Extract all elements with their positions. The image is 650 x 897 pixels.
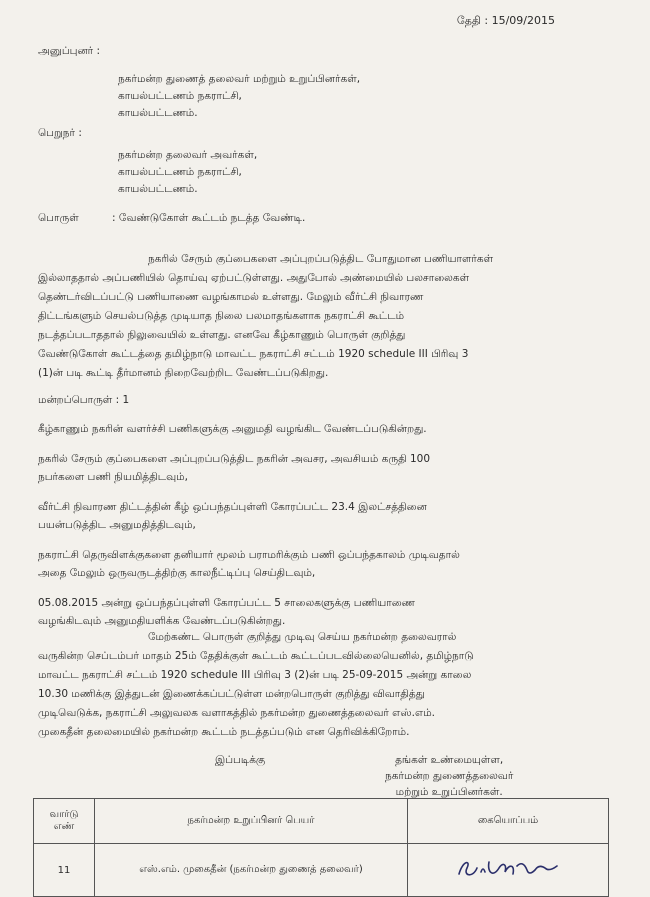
agenda-list (38, 420, 598, 630)
agenda-item: நகரில் சேரும் குப்பைகளை அப்புறப்படுத்திட நகரின் அவசர, அவசியம் கருதி 100 (38, 453, 431, 465)
agenda-item: பயன்படுத்திட அனுமதித்திடவும், (38, 519, 196, 531)
column-header-ward: வார்டு எண் (34, 799, 95, 844)
ward-number: 11 (34, 844, 95, 897)
to-line: காயல்பட்டணம் நகராட்சி, (118, 166, 242, 178)
closing-line: 10.30 மணிக்கு இத்துடன் இணைக்கப்பட்டுள்ள மன்றபொருள் குறித்து விவாதித்து (38, 688, 425, 700)
members-table (33, 798, 609, 897)
subject-label: பொருள் (38, 212, 79, 224)
closing-line: மேற்கண்ட பொருள் குறித்து முடிவு செய்ய நகர்மன்ற தலைவரால் (148, 631, 457, 643)
body-line: நகரில் சேரும் குப்பைகளை அப்புறப்படுத்திட போதுமான பணியாளர்கள் (148, 253, 494, 265)
sign-off-line: மற்றும் உறுப்பினர்கள். (395, 786, 503, 798)
agenda-label: மன்றப்பொருள் : 1 (38, 394, 130, 406)
from-line: காயல்பட்டணம். (118, 107, 198, 119)
body-line: திட்டங்களும் செயல்படுத்த முடியாத நிலை பலமாதங்களாக நகராட்சி கூட்டம் (38, 310, 405, 322)
subject-text: : வேண்டுகோள் கூட்டம் நடத்த வேண்டி. (112, 212, 306, 224)
sign-off-block (385, 752, 513, 800)
from-line: நகர்மன்ற துணைத் தலைவர் மற்றும் உறுப்பினர்கள், (118, 73, 361, 85)
from-label: அனுப்புனர் : (38, 45, 101, 57)
agenda-item: கீழ்காணும் நகரின் வளர்ச்சி பணிகளுக்கு அனுமதி வழங்கிட வேண்டப்படுகின்றது. (38, 423, 427, 435)
to-line: நகர்மன்ற தலைவர் அவர்கள், (118, 149, 258, 161)
agenda-item: வீர்ட்சி நிவாரண திட்டத்தின் கீழ் ஒப்பந்தப்புள்ளி கோரப்பட்ட 23.4 இலட்சத்தினை (38, 501, 427, 513)
closing-line: முடிவெடுக்க, நகராட்சி அலுவலக வளாகத்தில் நகர்மன்ற துணைத்தலைவர் எஸ்.எம். (38, 707, 435, 719)
closing-line: மாவட்ட நகராட்சி சட்டம் 1920 schedule III பிரிவு 3 (2)ன் படி 25-09-2015 அன்று காலை (38, 669, 472, 681)
agenda-item: நபர்களை பணி நியமித்திடவும், (38, 471, 188, 483)
letter-date: தேதி : 15/09/2015 (456, 14, 555, 27)
table-header-row (34, 799, 609, 844)
column-header-name: நகர்மன்ற உறுப்பினர் பெயர் (95, 799, 408, 844)
sign-off-line: தங்கள் உண்மையுள்ள, (395, 754, 504, 766)
agenda-item: நகராட்சி தெருவிளக்குகளை தனியார் மூலம் பராமரிக்கும் பணி ஒப்பந்தகாலம் முடிவதால் (38, 549, 460, 561)
member-name: எஸ்.எம். முகைதீன் (நகர்மன்ற துணைத் தலைவர்) (95, 844, 408, 897)
body-line: வேண்டுகோள் கூட்டத்தை தமிழ்நாடு மாவட்ட நகராட்சி சட்டம் 1920 schedule III பிரிவு 3 (38, 348, 469, 360)
body-line: (1)ன் படி கூட்டி தீர்மானம் நிறைவேற்றிட வேண்டப்படுகிறது. (38, 367, 329, 379)
body-paragraph (38, 250, 608, 383)
to-line: காயல்பட்டணம். (118, 183, 198, 195)
body-line: இல்லாததால் அப்பணியில் தொய்வு ஏற்பட்டுள்ளது. அதுபோல் அண்மையில் பலசாலைகள் (38, 272, 470, 284)
closing-line: முகைதீன் தலைமையில் நகர்மன்ற கூட்டம் நடத்தப்படும் என தெரிவிக்கிறோம். (38, 726, 410, 738)
sign-off-left: இப்படிக்கு (215, 754, 266, 766)
closing-paragraph (38, 628, 608, 742)
column-header-signature: கையொப்பம் (408, 799, 609, 844)
closing-line: வருகின்ற செப்டம்பர் மாதம் 25ம் தேதிக்குள் கூட்டம் கூட்டப்படவில்லையெனில், தமிழ்நாடு (38, 650, 474, 662)
handwritten-signature (453, 854, 563, 884)
from-line: காயல்பட்டணம் நகராட்சி, (118, 90, 242, 102)
sign-off-line: நகர்மன்ற துணைத்தலைவர் (385, 770, 514, 782)
to-label: பெறுநர் : (38, 127, 82, 139)
body-line: நடத்தப்படாததால் நிலுவையில் உள்ளது. எனவே கீழ்காணும் பொருள் குறித்து (38, 329, 406, 341)
agenda-item: அதை மேலும் ஒருவருடத்திற்கு காலநீட்டிப்பு செய்திடவும், (38, 567, 316, 579)
agenda-item: 05.08.2015 அன்று ஒப்பந்தப்புள்ளி கோரப்பட்ட 5 சாலைகளுக்கு பணியாணை (38, 597, 416, 609)
agenda-item: வழங்கிடவும் அனுமதியளிக்க வேண்டப்படுகின்றது. (38, 615, 286, 627)
body-line: தெண்டர்விடப்பட்டு பணியாணை வழங்காமல் உள்ளது. மேலும் வீர்ட்சி நிவாரண (38, 291, 424, 303)
